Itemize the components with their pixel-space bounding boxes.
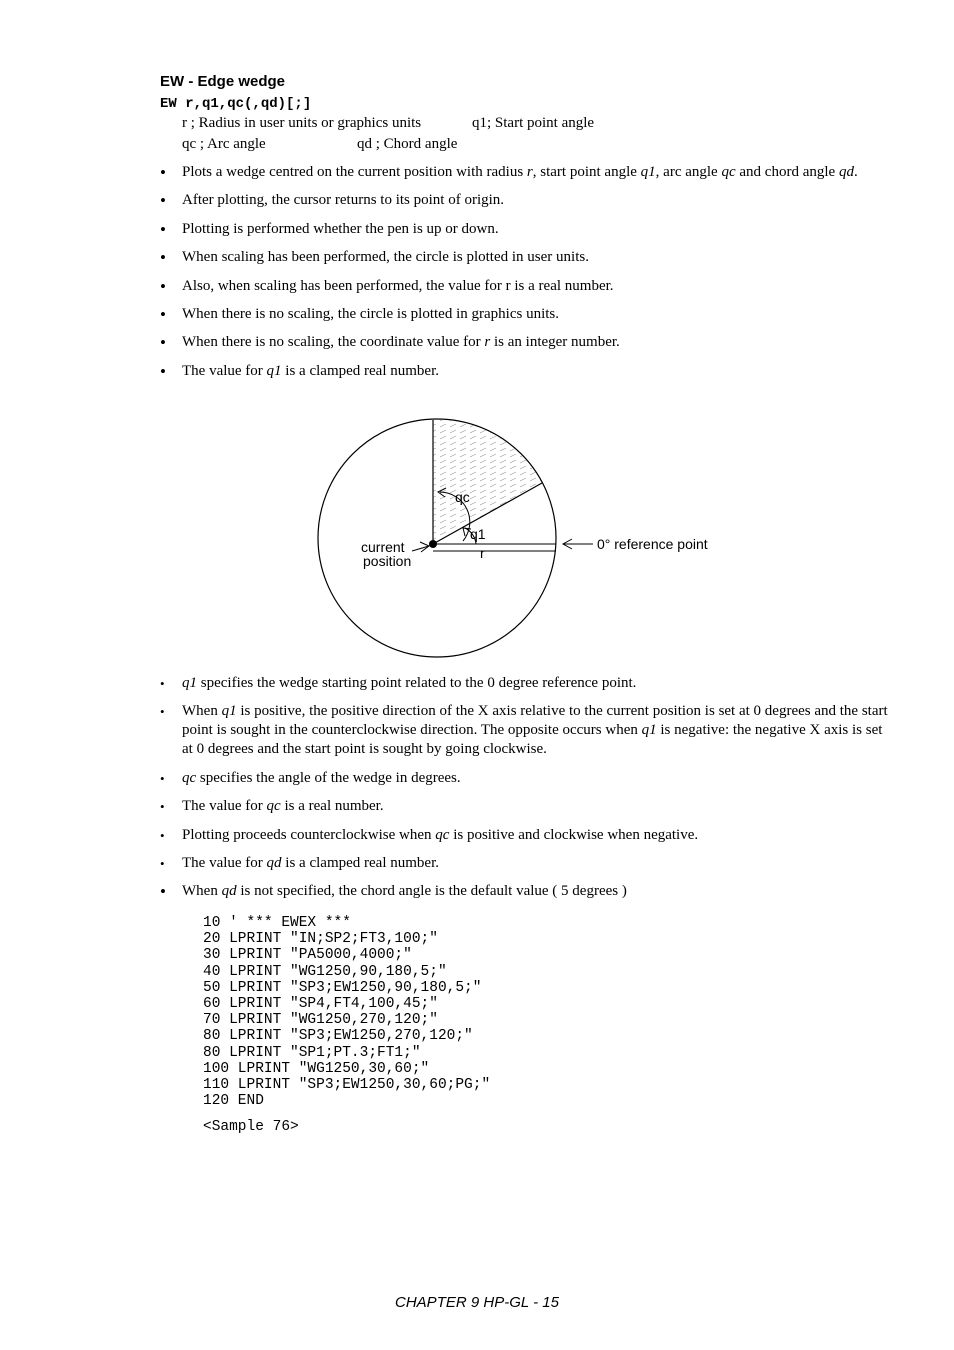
text-run: The value for <box>182 362 267 379</box>
italic-variable: qc <box>435 826 450 843</box>
text-run: is positive, the positive direction of the X axis relative to the current position is set at 0 degrees and the start point is sought in the counterclockwise direction. The opposite occurs when <box>182 703 888 739</box>
code-line: 110 LPRINT "SP3;EW1250,30,60;PG;" <box>203 1077 491 1094</box>
bullet-icon: • <box>160 704 165 720</box>
italic-variable: qd <box>221 883 237 900</box>
list-item <box>160 220 890 239</box>
param-qd: qd ; Chord angle <box>357 136 458 152</box>
text-run: is a real number. <box>280 798 384 815</box>
label-q1: q1 <box>470 526 486 542</box>
bullet-icon: • <box>160 882 166 902</box>
code-line: 40 LPRINT "WG1250,90,180,5;" <box>203 963 447 980</box>
label-reference-point: 0° reference point <box>597 536 708 552</box>
text-run: is an integer number. <box>490 334 620 351</box>
text-run: , arc angle <box>655 164 722 180</box>
code-line: 10 ' *** EWEX *** <box>203 915 351 931</box>
label-current: current <box>361 539 405 555</box>
text-run: When <box>182 883 222 900</box>
bullet-icon: • <box>160 676 165 691</box>
code-sample <box>203 915 490 1109</box>
code-line: 50 LPRINT "SP3;EW1250,90,180,5;" <box>203 979 482 996</box>
italic-variable: qc <box>182 769 197 786</box>
code-line: 80 LPRINT "SP3;EW1250,270,120;" <box>203 1028 473 1045</box>
text-run: and chord angle <box>735 164 839 180</box>
italic-variable: q1 <box>266 362 282 379</box>
bullet-icon: • <box>160 361 166 381</box>
italic-variable: qc <box>721 164 736 180</box>
bullet-icon: • <box>160 799 165 815</box>
text-run: When scaling has been performed, the circle is plotted in user units. <box>182 249 589 266</box>
code-line: 100 LPRINT "WG1250,30,60;" <box>203 1060 430 1077</box>
bullet-icon: • <box>160 219 166 239</box>
text-run: Plotting is performed whether the pen is up or down. <box>182 220 499 237</box>
text-run: Plotting proceeds counterclockwise when <box>182 826 436 843</box>
list-item <box>160 163 890 182</box>
text-run: is not specified, the chord angle is the default value ( 5 degrees ) <box>236 883 627 900</box>
bullet-icon: • <box>160 191 166 211</box>
wedge-shaded-area <box>433 420 542 544</box>
code-line: 70 LPRINT "WG1250,270,120;" <box>203 1012 438 1029</box>
text-run: specifies the angle of the wedge in degrees. <box>196 769 461 786</box>
italic-variable: qd <box>838 164 854 180</box>
code-line: 120 END <box>203 1093 264 1110</box>
list-item <box>160 702 890 759</box>
list-item <box>160 854 890 873</box>
italic-variable: r <box>526 164 533 180</box>
list-item <box>160 191 890 210</box>
text-run: is positive and clockwise when negative. <box>449 826 699 843</box>
section-title: EW - Edge wedge <box>160 73 286 90</box>
label-qc: qc <box>455 489 470 505</box>
list-item <box>160 826 890 845</box>
code-line: 30 LPRINT "PA5000,4000;" <box>203 947 412 964</box>
code-line: 80 LPRINT "SP1;PT.3;FT1;" <box>203 1044 421 1061</box>
bullet-icon: • <box>160 827 165 843</box>
text-run: After plotting, the cursor returns to its point of origin. <box>182 192 505 209</box>
list-item <box>160 333 890 352</box>
bullet-icon: • <box>160 248 166 268</box>
list-item <box>160 248 890 267</box>
bullet-list-top <box>160 163 890 390</box>
list-item <box>160 882 890 901</box>
text-run: When there is no scaling, the circle is plotted in graphics units. <box>182 305 559 322</box>
command-syntax: EW r,q1,qc(,qd)[;] <box>160 96 312 112</box>
italic-variable: qc <box>266 798 281 815</box>
bullet-icon: • <box>160 304 166 324</box>
list-item <box>160 277 890 296</box>
italic-variable: qd <box>266 854 282 871</box>
param-q1: q1; Start point angle <box>472 115 595 131</box>
list-item <box>160 362 890 381</box>
page-footer: CHAPTER 9 HP-GL - 15 <box>395 1294 559 1311</box>
italic-variable: q1 <box>182 675 197 691</box>
code-line: 60 LPRINT "SP4,FT4,100,45;" <box>203 996 438 1013</box>
text-run: , start point angle <box>532 164 641 180</box>
list-item <box>160 674 890 693</box>
text-run: When <box>182 703 222 720</box>
current-position-dot <box>429 540 437 548</box>
text-run: The value for <box>182 854 267 871</box>
param-r: r ; Radius in user units or graphics units <box>182 115 422 131</box>
italic-variable: q1 <box>641 722 657 739</box>
italic-variable: r <box>484 334 491 351</box>
text-run: specifies the wedge starting point related to the 0 degree reference point. <box>197 675 637 691</box>
parameter-list <box>182 115 682 155</box>
text-run: is a clamped real number. <box>281 362 439 379</box>
bullet-icon: • <box>160 855 165 871</box>
bullet-icon: • <box>160 276 166 296</box>
text-run: is a clamped real number. <box>281 854 439 871</box>
text-run: The value for <box>182 798 267 815</box>
italic-variable: q1 <box>640 164 656 180</box>
text-run: When there is no scaling, the coordinate value for <box>182 334 485 351</box>
bullet-icon: • <box>160 333 166 353</box>
wedge-diagram <box>300 410 740 670</box>
text-run: is negative: the negative X axis is set at 0 degrees and the start point is sought by going clockwise. <box>182 722 883 758</box>
list-item <box>160 305 890 324</box>
text-run: Plots a wedge centred on the current position with radius <box>182 164 527 180</box>
label-position: position <box>363 553 412 569</box>
list-item <box>160 769 890 788</box>
param-qc: qc ; Arc angle <box>182 136 266 152</box>
text-run: . <box>853 164 858 180</box>
text-run: Also, when scaling has been performed, the value for r is a real number. <box>182 277 614 294</box>
sample-label: <Sample 76> <box>203 1119 299 1135</box>
label-r: r <box>480 545 485 561</box>
bullet-list-bottom <box>160 674 890 911</box>
bullet-icon: • <box>160 163 166 182</box>
bullet-icon: • <box>160 770 165 786</box>
code-line: 20 LPRINT "IN;SP2;FT3,100;" <box>203 931 438 948</box>
list-item <box>160 797 890 816</box>
italic-variable: q1 <box>221 703 237 720</box>
